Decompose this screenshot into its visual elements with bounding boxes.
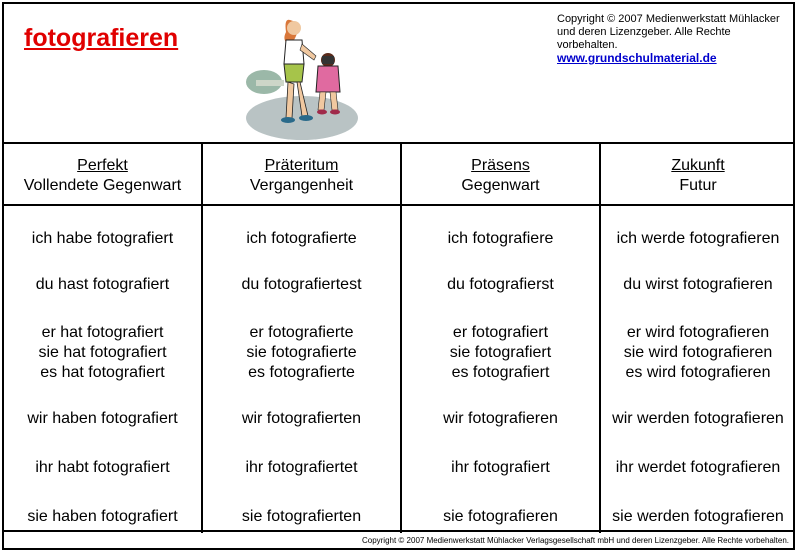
verb-form: ihr fotografiert [451,459,550,476]
verb-form: ich fotografierte [246,230,357,247]
woman-photographing-child-image [242,10,362,140]
verb-form: wir fotografierten [241,410,362,427]
verb-form: es fotografiert [451,364,550,381]
website-link[interactable]: www.grundschulmaterial.de [557,51,717,65]
verb-form: er fotografierte [249,324,354,341]
page-title: fotografieren [24,24,179,52]
verb-form: sie fotografierte [246,344,357,361]
column-zukunft [599,142,795,533]
verb-form: es fotografierte [248,364,355,381]
column-header [601,142,795,206]
verb-form: ihr werdet fotografieren [615,459,781,476]
column-praeteritum [201,142,400,533]
tense-gloss: Vollendete Gegenwart [23,177,182,194]
verb-form: ich habe fotografiert [31,230,174,247]
verb-form: ihr fotografiertet [245,459,358,476]
tense-name: Perfekt [77,157,128,174]
verb-form: sie haben fotografiert [27,508,178,525]
tense-gloss: Vergangenheit [249,177,354,194]
verb-form: sie fotografierten [241,508,362,525]
column-header [4,142,201,206]
column-praesens [400,142,599,533]
tense-gloss: Futur [679,177,717,194]
tense-name: Präsens [471,157,530,174]
tense-name: Zukunft [671,157,725,174]
verb-form: wir werden fotografieren [612,410,784,427]
copyright-line-2: und deren Lizenzgeber. Alle Rechte vorbehalten. [557,26,731,51]
verb-form: sie fotografieren [443,508,558,525]
tense-name: Präteritum [264,157,339,174]
verb-form: sie hat fotografiert [38,344,167,361]
verb-form: es hat fotografiert [40,364,165,381]
tense-gloss: Gegenwart [461,177,540,194]
verb-form: ich fotografiere [447,230,554,247]
worksheet-frame [2,2,795,550]
verb-form: du wirst fotografieren [623,276,773,293]
verb-form: ich werde fotografieren [616,230,780,247]
verb-form: sie werden fotografieren [612,508,784,525]
conjugation-table [4,142,793,533]
column-header [402,142,599,206]
verb-form: es wird fotografieren [625,364,771,381]
verb-form: sie fotografiert [449,344,552,361]
verb-form: du hast fotografiert [35,276,170,293]
verb-form: er hat fotografiert [41,324,164,341]
verb-form: wir fotografieren [443,410,558,427]
verb-form: ihr habt fotografiert [35,459,170,476]
column-perfekt [4,142,201,533]
verb-form: wir haben fotografiert [27,410,178,427]
copyright-notice [557,13,793,65]
verb-form: er wird fotografieren [626,324,770,341]
copyright-line-1: Copyright © 2007 Medienwerkstatt Mühlacker [557,13,780,25]
verb-form: du fotografierst [447,276,554,293]
verb-form: sie wird fotografieren [623,344,773,361]
copyright-footer: Copyright © 2007 Medienwerkstatt Mühlacker Verlagsgesellschaft mbH und deren Lizenzgeber. Alle Rechte vorbehalten. [4,530,793,548]
column-header [203,142,400,206]
verb-form: er fotografiert [452,324,549,341]
verb-form: du fotografiertest [241,276,362,293]
worksheet-header [4,4,793,144]
